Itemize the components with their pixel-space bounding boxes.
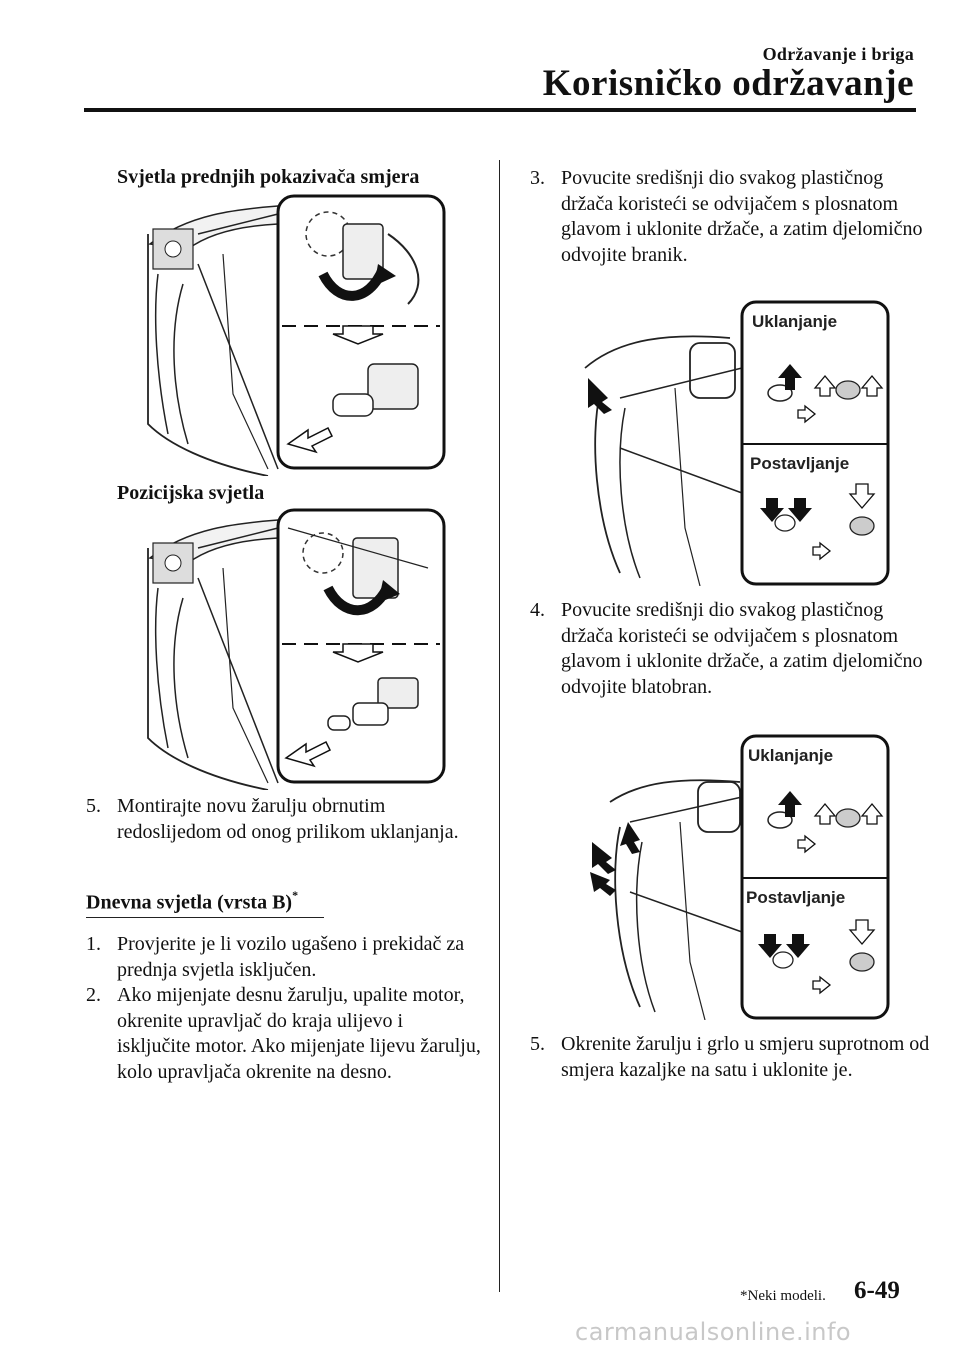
figure-caption-turn-signal: Svjetla prednjih pokazivača smjera — [117, 166, 420, 188]
step-number: 1. — [86, 933, 101, 955]
step-number: 5. — [530, 1033, 545, 1055]
section-heading-marker: * — [292, 888, 299, 902]
step-number: 5. — [86, 795, 101, 817]
step-number: 3. — [530, 167, 545, 189]
page-number: 6-49 — [854, 1277, 900, 1304]
step-text: Povucite središnji dio svakog plastičnog držača koristeći se odvijačem s plosnatom glavom i uklonite držače, a zatim djelomično odvojite branik. — [561, 167, 923, 266]
position-light-bulb-figure — [128, 508, 446, 790]
step-text: Povucite središnji dio svakog plastičnog držača koristeći se odvijačem s plosnatom glavom i uklonite držače, a zatim djelomično odvojite blatobran. — [561, 599, 923, 698]
step-4 — [530, 598, 930, 700]
step-number: 4. — [530, 599, 545, 621]
remove-label: Uklanjanje — [752, 312, 838, 331]
bumper-clip-figure — [580, 298, 892, 586]
step-text: Provjerite je li vozilo ugašeno i prekidač za prednja svjetla isključen. — [117, 933, 465, 981]
step-1 — [86, 932, 481, 983]
section-heading-daytime-lights — [86, 890, 298, 915]
install-label: Postavljanje — [746, 888, 846, 907]
step-text: Ako mijenjate desnu žarulju, upalite motor, okrenite upravljač do kraja ulijevo i isključite motor. Ako mijenjate lijevu žarulju, kolo upravljača okrenite na desno. — [117, 984, 481, 1083]
fender-clip-figure — [580, 732, 892, 1020]
header-rule — [84, 108, 916, 112]
step-text: Montirajte novu žarulju obrnutim redoslijedom od onog prilikom uklanjanja. — [117, 795, 459, 843]
step-2 — [86, 983, 481, 1085]
page-title: Korisničko održavanje — [542, 63, 914, 104]
figure-caption-position-lights: Pozicijska svjetla — [117, 482, 265, 504]
step-5-left — [86, 794, 481, 845]
chapter-subtitle: Održavanje i briga — [762, 44, 914, 64]
section-heading-underline — [86, 917, 324, 918]
install-label: Postavljanje — [750, 454, 850, 473]
watermark: carmanualsonline.info — [575, 1318, 852, 1346]
turn-signal-bulb-figure — [128, 194, 446, 476]
step-text: Okrenite žarulju i grlo u smjeru suprotnom od smjera kazaljke na satu i uklonite je. — [561, 1033, 930, 1081]
step-number: 2. — [86, 984, 101, 1006]
section-heading-text: Dnevna svjetla (vrsta B) — [86, 891, 293, 914]
column-divider — [499, 160, 500, 1292]
footnote: *Neki modeli. — [740, 1288, 826, 1304]
step-3 — [530, 166, 930, 268]
remove-label: Uklanjanje — [748, 746, 834, 765]
step-5-right — [530, 1032, 930, 1083]
